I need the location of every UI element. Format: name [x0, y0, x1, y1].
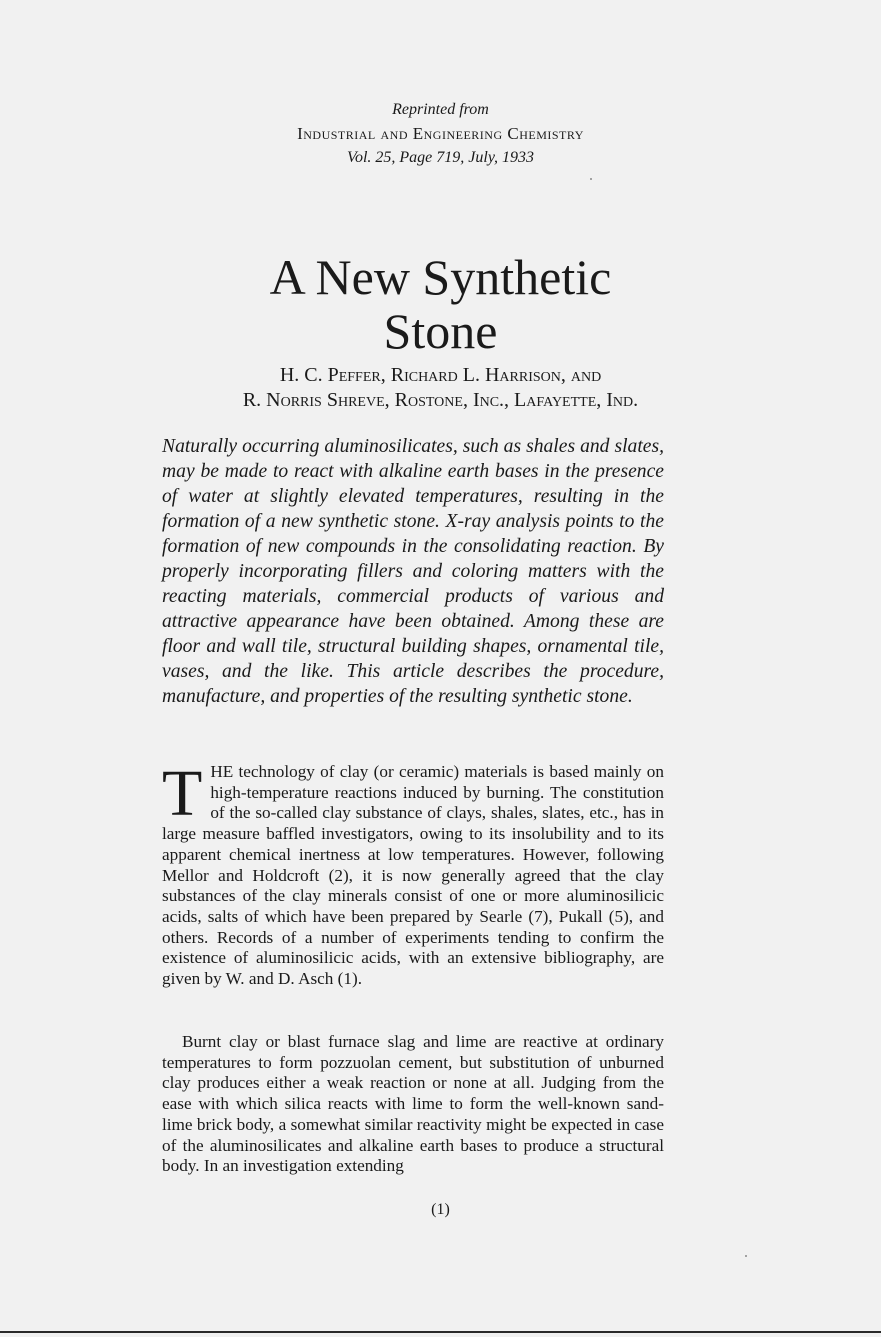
drop-cap: T [162, 757, 203, 830]
title-line-1: A New Synthetic [269, 249, 612, 305]
author-line-1: H. C. Peffer, Richard L. Harrison, and [279, 364, 602, 386]
title-line-2: Stone [383, 303, 498, 359]
reprinted-from-line: Reprinted from [392, 101, 489, 118]
abstract: Naturally occurring aluminosilicates, such as shales and slates, may be made to react with alkaline earth bases in the presence of water at slightly elevated temperatures, resulting in the formation of a new synthetic stone. X-ray analysis points to the formation of new compounds in the consolidating reaction. By properly incorporating fillers and coloring matters with the reacting materials, commercial products of various and attractive appearance have been obtained. Among these are floor and wall tile, structural building shapes, ornamental tile, vases, and the like. This article describes the procedure, manufacture, and properties of the resulting synthetic stone. [162, 436, 664, 707]
page-number: (1) [431, 1201, 450, 1218]
author-line-2: R. Norris Shreve, Rostone, Inc., Lafayette, Ind. [242, 389, 639, 411]
body-paragraph-1 [162, 757, 664, 990]
bottom-edge-rule [0, 1331, 881, 1333]
author-block [0, 363, 881, 413]
body-paragraph-1-text: HE technology of clay (or ceramic) materials is based mainly on high-temperature reactions induced by burning. The constitution of the so-called clay substance of clays, shales, slates, etc., has in large measure baffled investigators, owing to its insolubility and to its apparent chemical inertness at low temperatures. However, following Mellor and Holdcroft (2), it is now generally agreed that the clay substances of the clay minerals consist of one or more aluminosilicic acids, salts of which have been prepared by Searle (7), Pukall (5), and others. Records of a number of experiments tending to confirm the existence of aluminosilicic acids, with an extensive bibliography, are given by W. and D. Asch (1). [162, 762, 664, 989]
volume-citation: Vol. 25, Page 719, July, 1933 [346, 149, 535, 166]
body-paragraph-2: Burnt clay or blast furnace slag and lime are reactive at ordinary temperatures to form pozzuolan cement, but substitution of unburned clay produces either a weak reaction or none at all. Judging from the ease with which silica reacts with lime to form the well-known sand-lime brick body, a somewhat similar reactivity might be expected in case of the aluminosilicates and alkaline earth bases to produce a structural body. In an investigation extending [162, 1032, 664, 1176]
article-title [0, 250, 881, 358]
paper-speck [745, 1255, 747, 1257]
journal-name: Industrial and Engineering Chemistry [297, 124, 584, 143]
paper-speck [590, 178, 592, 180]
